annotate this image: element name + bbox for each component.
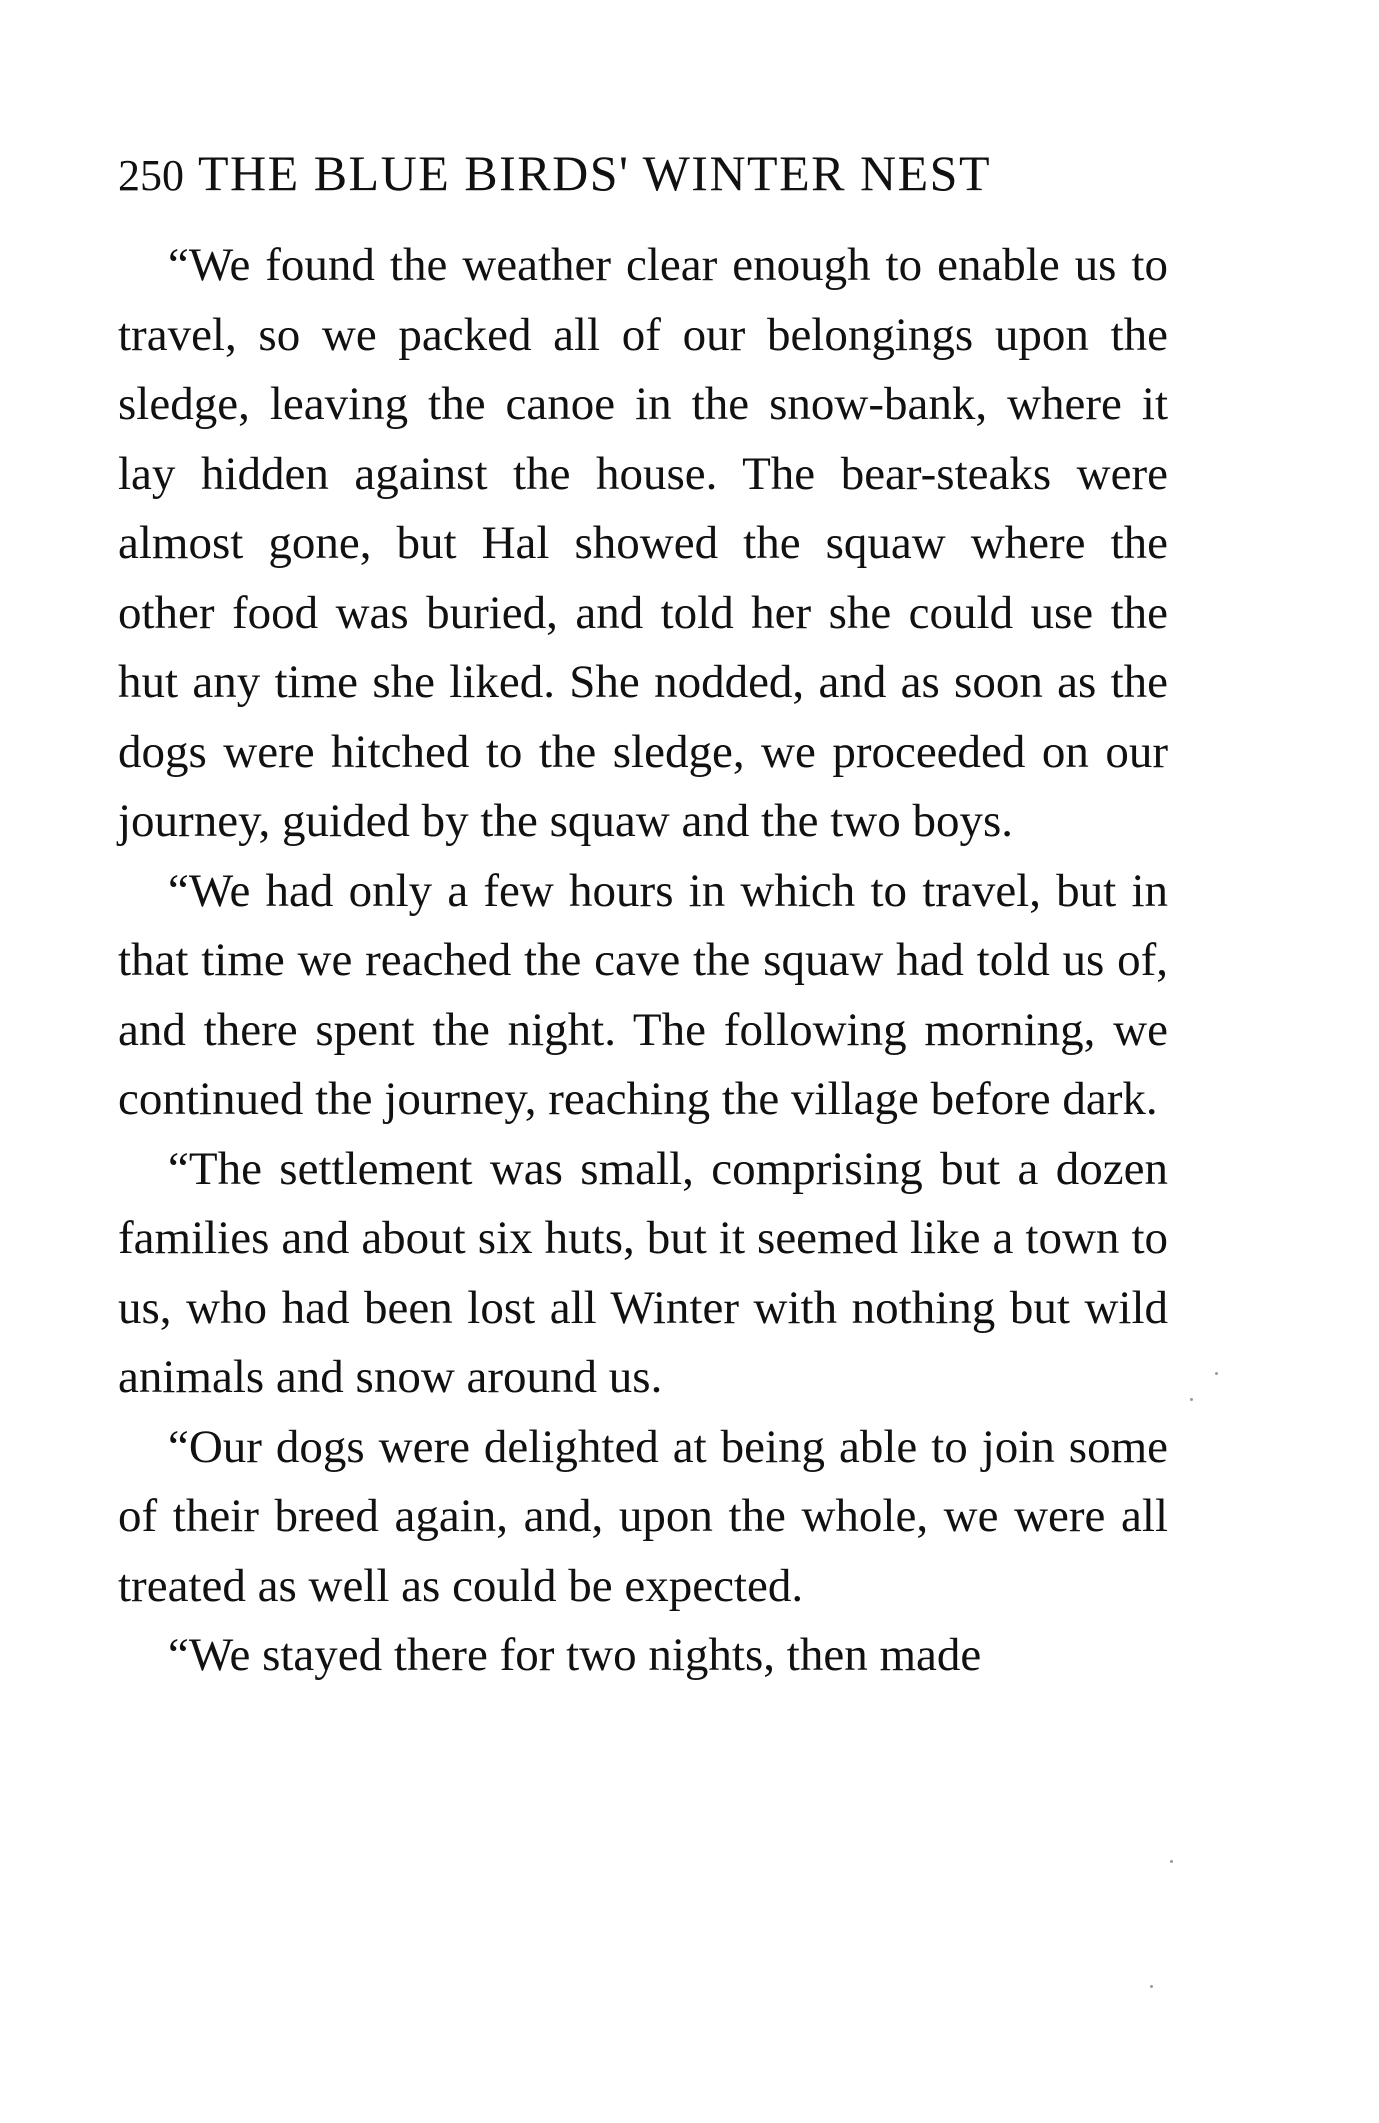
paragraph: “Our dogs were delighted at being able to join some of their breed again, and, upon the whole, we were all treated as well as could be expected. [118,1420,1168,1612]
paragraph: “We found the weather clear enough to enable us to travel, so we packed all of our belongings upon the sledge, leaving the canoe in the snow-bank, where it lay hidden against the house. The bear-steaks were almost gone, but Hal showed the squaw where the other food was buried, and told her she could use the hut any time she liked. She nodded, and as soon as the dogs were hitched to the sledge, we proceeded on our journey, guided by the squaw and the two boys. [118,239,1168,847]
paragraph: “We stayed there for two nights, then made [168,1629,982,1681]
page-number: 250 [118,151,184,200]
scan-speck [1190,1398,1193,1401]
scan-speck [1215,1372,1218,1375]
page-header [118,138,1178,208]
paragraph: “The settlement was small, comprising but a dozen families and about six huts, but it seemed like a town to us, who had been lost all Winter with nothing but wild animals and snow around us. [118,1142,1168,1403]
body-text [118,231,1168,1691]
scan-speck [1150,1985,1153,1988]
paragraph: “We had only a few hours in which to travel, but in that time we reached the cave the squaw had told us of, and there spent the night. The following morning, we continued the journey, reaching the village before dark. [118,864,1168,1125]
scan-speck [1170,1860,1173,1863]
running-title: THE BLUE BIRDS' WINTER NEST [198,145,991,201]
